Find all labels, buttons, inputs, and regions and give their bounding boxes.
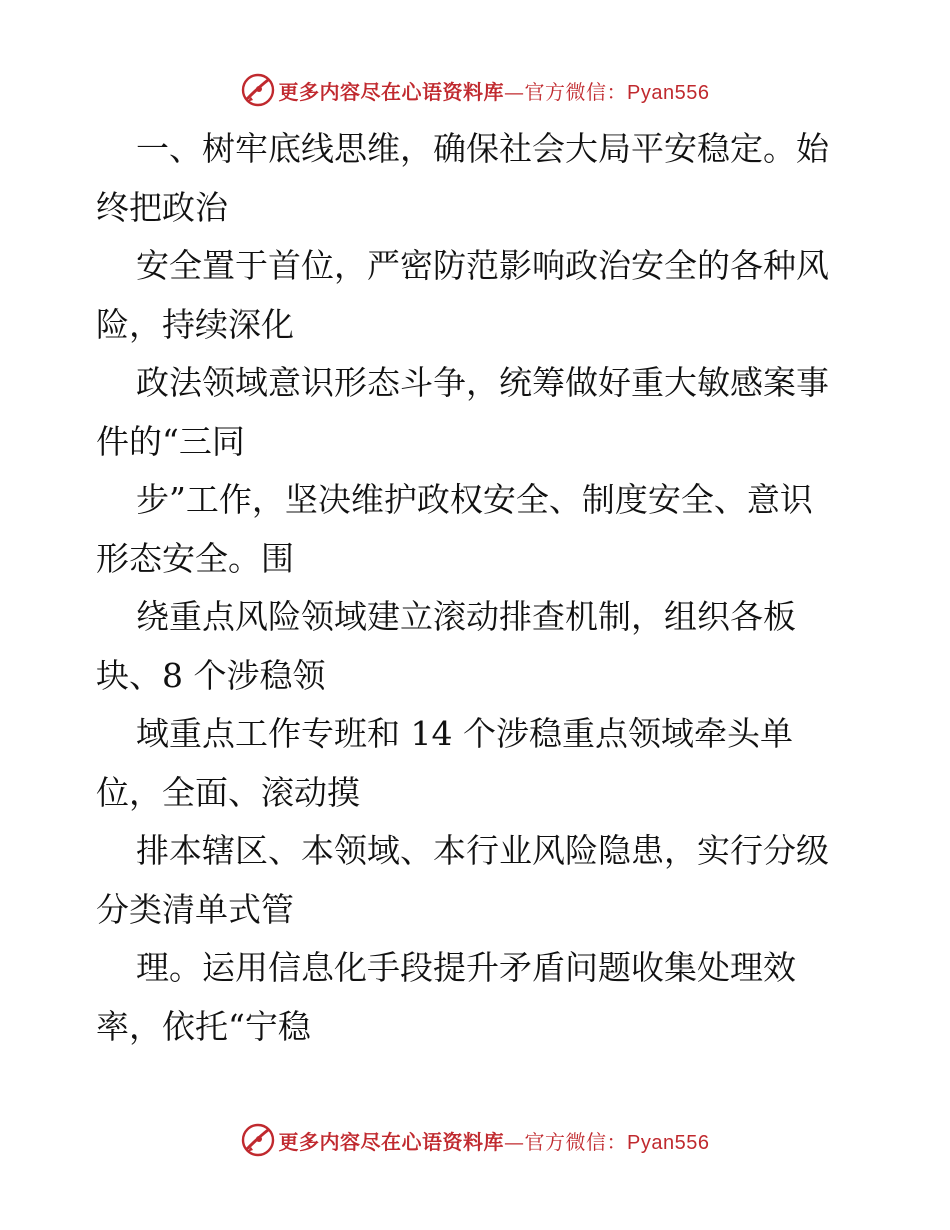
body-line: 率，依托“宁稳 [96,1006,311,1046]
body-line: 绕重点风险领域建立滚动排查机制，组织各板 [136,597,796,636]
pen-logo-icon [241,73,275,107]
body-line: 一、树牢底线思维，确保社会大局平安稳定。始 [136,129,829,168]
body-line: 分类清单式管 [96,889,294,929]
header-watermark-separator: — [504,79,525,104]
footer-watermark-text [279,1126,710,1155]
body-line: 位，全面、滚动摸 [96,772,360,812]
body-line: 险，持续深化 [96,304,294,344]
body-line: 终把政治 [96,187,228,227]
header-watermark-id: Pyan556 [627,81,710,104]
footer-watermark-banner [0,1118,950,1162]
header-watermark-sub: 官方微信： [524,79,628,104]
body-line: 域重点工作专班和 14 个涉稳重点领域牵头单 [136,714,793,753]
body-line: 安全置于首位，严密防范影响政治安全的各种风 [136,246,829,285]
document-body [96,120,856,1056]
footer-watermark-id: Pyan556 [627,1131,710,1154]
footer-watermark-main: 更多内容尽在心语资料库 [278,1129,505,1154]
footer-watermark-separator: — [504,1129,525,1154]
body-line: 排本辖区、本领域、本行业风险隐患，实行分级 [136,831,829,870]
body-line: 块、8 个涉稳领 [96,655,326,695]
body-line: 政法领域意识形态斗争，统筹做好重大敏感案事 [136,363,829,402]
body-line: 形态安全。围 [96,538,294,578]
body-line: 件的“三同 [96,421,245,461]
body-line: 步”工作，坚决维护政权安全、制度安全、意识 [136,480,813,519]
pen-logo-icon [241,1123,275,1157]
header-watermark-text [279,76,710,105]
body-line: 理。运用信息化手段提升矛盾问题收集处理效 [136,948,796,987]
header-watermark-banner [0,68,950,112]
header-watermark-main: 更多内容尽在心语资料库 [278,79,505,104]
footer-watermark-sub: 官方微信： [524,1129,628,1154]
